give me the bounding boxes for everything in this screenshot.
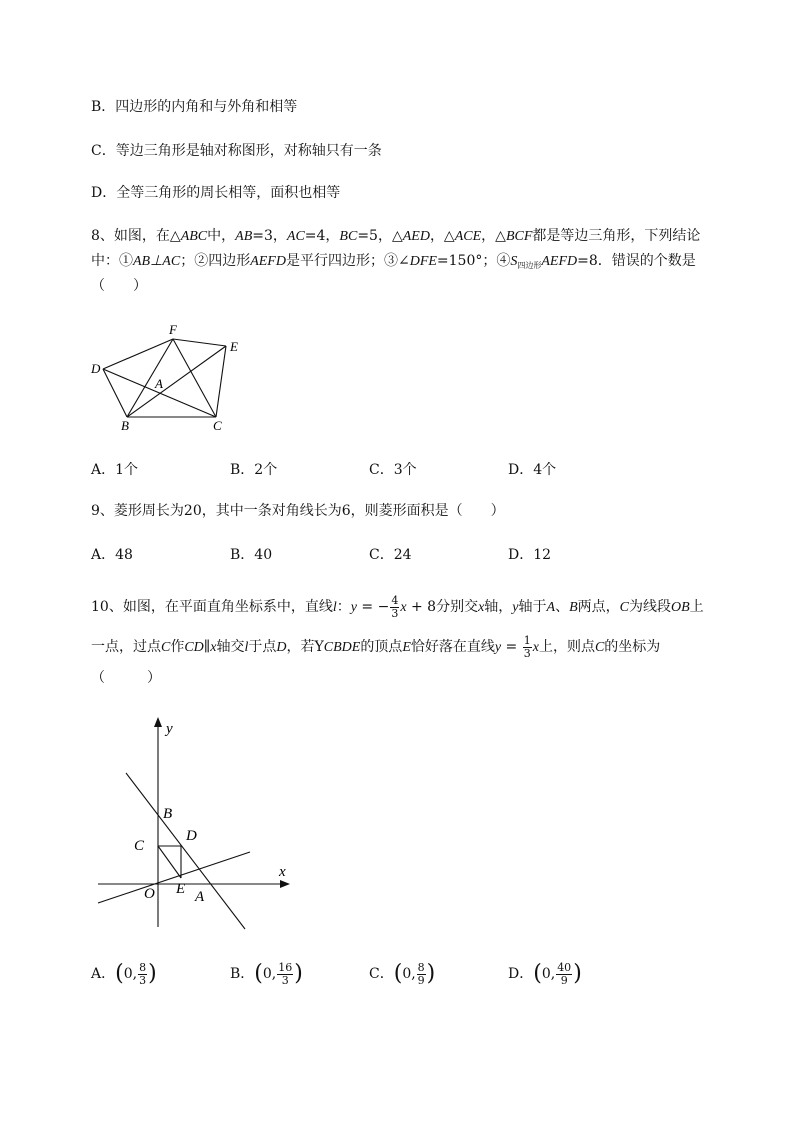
q7-option-c: C．等边三角形是轴对称图形，对称轴只有一条 (91, 143, 382, 159)
q10-label-c: C (134, 838, 145, 854)
q7-option-d: D．全等三角形的周长相等，面积也相等 (91, 185, 341, 201)
q8-line2: 中：①AB⊥AC；②四边形AEFD是平行四边形；③∠DFE=150°；$④S_{四边形}AEFD=8$．错误的个数是 (91, 253, 696, 270)
q10-label-y: y (166, 721, 173, 737)
q8-figure (85, 318, 255, 438)
q10-label-e: E (176, 881, 186, 897)
q10-label-b: B (163, 806, 173, 822)
q10-label-x: x (279, 864, 286, 880)
q8-option-a: A．1个 (91, 462, 139, 478)
q8-label-b: B (121, 418, 129, 433)
q9-text: 9、菱形周长为20，其中一条对角线长为6，则菱形面积是（ ） (91, 503, 505, 519)
q8-option-b: B．2个 (230, 462, 278, 478)
q7-option-b: B．四边形的内角和与外角和相等 (91, 99, 298, 115)
q9-option-a: A．48 (91, 547, 133, 563)
q10-option-d: D．(0, $\frac{40}{9}$ ) (508, 960, 582, 987)
q8-option-d: D．4个 (508, 462, 557, 478)
q9-option-b: B．40 (230, 547, 273, 563)
q10-line2: 一点，过点C作CD∥x轴交l于点D，若YCBDE的顶点E恰好落在直线y = $\frac{1}{3}$ x上，则点C的坐标为 (91, 633, 661, 660)
q8-line1: 8、如图，在△ABC中，AB=3，AC=4，BC=5，△AED，△ACE，△BCF都是等边三角形，下列结论 (91, 228, 701, 244)
q8-option-c: C．3个 (369, 462, 417, 478)
q10-answer-paren: （ ） (91, 670, 161, 686)
q8-label-e: E (230, 339, 238, 354)
q8-label-f: F (169, 322, 177, 337)
q9-option-d: D．12 (508, 547, 552, 563)
q8-answer-paren: （ ） (91, 278, 147, 294)
q8-label-a: A (155, 376, 163, 391)
q10-option-a: A．(0, $\frac{8}{3}$ ) (91, 960, 157, 987)
q10-option-c: C．(0, $\frac{8}{9}$ ) (369, 960, 436, 987)
q10-figure (90, 715, 300, 935)
q10-line1: 10、如图，在平面直角坐标系中，直线l：y = − $\frac{4}{3}$ x + 8分别交x轴，y轴于A、B两点，C为线段OB上 (91, 593, 704, 620)
q8-label-d: D (91, 361, 101, 376)
q8-label-c: C (213, 418, 222, 433)
q10-option-b: B．(0, $\frac{16}{3}$ ) (230, 960, 303, 987)
q10-label-a: A (195, 889, 205, 905)
q10-label-o: O (144, 886, 155, 902)
q9-option-c: C．24 (369, 547, 412, 563)
q10-label-d: D (186, 828, 197, 844)
